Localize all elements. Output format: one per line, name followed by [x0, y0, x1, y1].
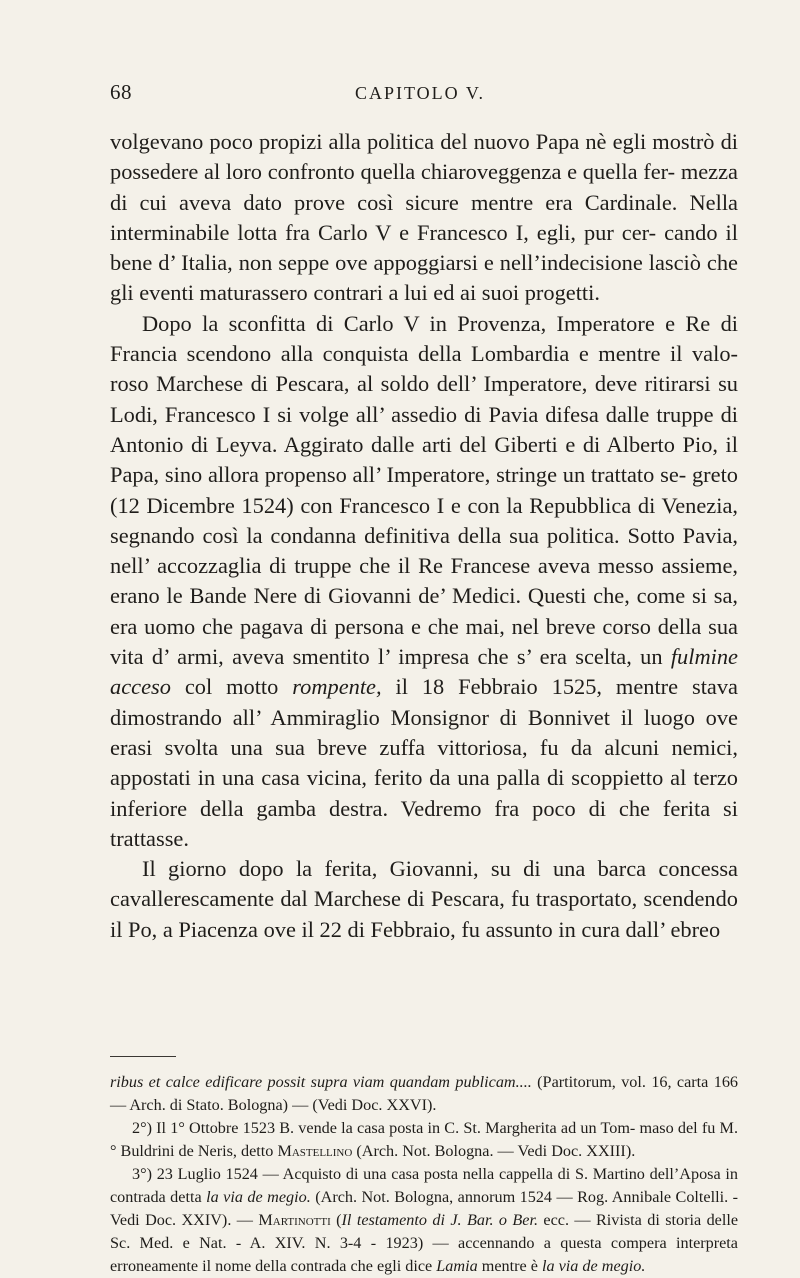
footnote-1-text: (Partitorum, vol. 16, carta 166 — Arch. di Stato. Bologna) — (Vedi Doc. XXVI). [110, 1073, 739, 1114]
footnote-3-smallcaps: Martinotti [258, 1211, 331, 1229]
footnote-3-italic-2: Il testamento di J. Bar. o Ber. [341, 1211, 538, 1229]
paragraph-2-text-b: col motto [184, 674, 279, 700]
page-number: 68 [110, 80, 132, 104]
footnote-3-italic-1: la via de megio. [206, 1188, 311, 1206]
running-title: CAPITOLO V. [354, 83, 486, 103]
paragraph-2-text-c: il 18 Febbraio 1525, mentre stava dimostrando all’ Ammiraglio Monsignor di Bonnivet il luogo ove erasi svolta una sua breve zuffa vittoriosa, fu da alcuni nemici, appostati in una casa vicina, ferito da una palla di scoppietto al terzo inferiore della gamba destra. Vedremo fra poco di che ferita si trattasse. [110, 674, 738, 851]
main-text [110, 127, 738, 945]
paragraph-2 [110, 309, 738, 854]
footnote-3-text-a: 3°) 23 Luglio 1524 — Acquisto di una casa posta nella cappella di S. Martino dell’Aposa in contrada detta [110, 1165, 738, 1206]
paragraph-2-italic-motto: fulmine acceso [110, 644, 738, 700]
footnote-2-text-b: (Arch. Not. Bologna. — Vedi Doc. XXIII). [356, 1142, 636, 1160]
paragraph-1: volgevano poco propizi alla politica del nuovo Papa nè egli mostrò di possedere al loro confronto quella chiaroveggenza e quella fer- mezza di cui aveva dato prove così sicure mentre era Cardinale. Nella interminabile lotta fra Carlo V e Francesco I, egli, pur cer- cando il bene d’ Italia, non seppe ove appoggiarsi e nell’indecisione lasciò che gli eventi maturassero contrari a lui ed ai suoi progetti. [110, 129, 738, 306]
footnote-divider [110, 1056, 176, 1057]
footnote-3-text-c: ( [336, 1211, 342, 1229]
footnote-3-italic-4: la via de megio. [541, 1257, 646, 1275]
paragraph-3: Il giorno dopo la ferita, Giovanni, su di una barca concessa cavallerescamente dal Marchese di Pescara, fu trasportato, scendendo il Po, a Piacenza ove il 22 di Febbraio, fu assunto in cura dall’ ebreo [110, 856, 738, 942]
footnote-2-smallcaps: Mastellino [277, 1142, 353, 1160]
footnote-1-italic: ribus et calce edificare possit supra viam quandam publicam.... [110, 1073, 532, 1091]
footnote-2-text-a: 2°) Il 1° Ottobre 1523 B. vende la casa posta in C. St. Margherita ad un Tom- maso del fu M.° Buldrini de Neris, detto [110, 1119, 738, 1160]
paragraph-2-text-a: Dopo la sconfitta di Carlo V in Provenza, Imperatore e Re di Francia scendono alla conquista della Lombardia e mentre il valo- roso Marchese di Pescara, al soldo dell’ Imperatore, deve ritirarsi su Lodi, Francesco I si volge all’ assedio di Pavia difesa dalle truppe di Antonio di Leyva. Aggirato dalle arti del Giberti e di Alberto Pio, il Papa, sino allora propenso all’ Imperatore, stringe un trattato se- greto (12 Dicembre 1524) con Francesco I e con la Repubblica di Venezia, segnando così la condanna definitiva della sua politica. Sotto Pavia, nell’ accozzaglia di truppe che il Re Francese aveva messo assieme, erano le Bande Nere di Giovanni de’ Medici. Questi che, come si sa, era uomo che pagava di persona e che mai, nel breve corso della sua vita d’ armi, aveva smentito l’ impresa che s’ era scelta, un [110, 310, 738, 670]
footnotes [110, 1071, 738, 1278]
footnote-3 [110, 1163, 738, 1278]
paragraph-2-italic-rompente: rompente, [292, 674, 382, 700]
footnote-3-italic-3: Lamia [436, 1257, 478, 1275]
footnote-2 [110, 1117, 738, 1163]
footnote-3-text-d: ecc. — Rivista di storia delle Sc. Med. e Nat. - A. XIV. N. 3-4 - 1923) — accennando a questa compera interpreta erroneamente il nome della contrada che egli dice [110, 1211, 739, 1275]
footnote-3-text-b: (Arch. Not. Bologna, annorum 1524 — Rog. Annibale Coltelli. - Vedi Doc. XXIV). — [110, 1188, 738, 1229]
footnote-1 [110, 1071, 738, 1117]
footnote-3-text-e: mentre è [481, 1257, 538, 1275]
